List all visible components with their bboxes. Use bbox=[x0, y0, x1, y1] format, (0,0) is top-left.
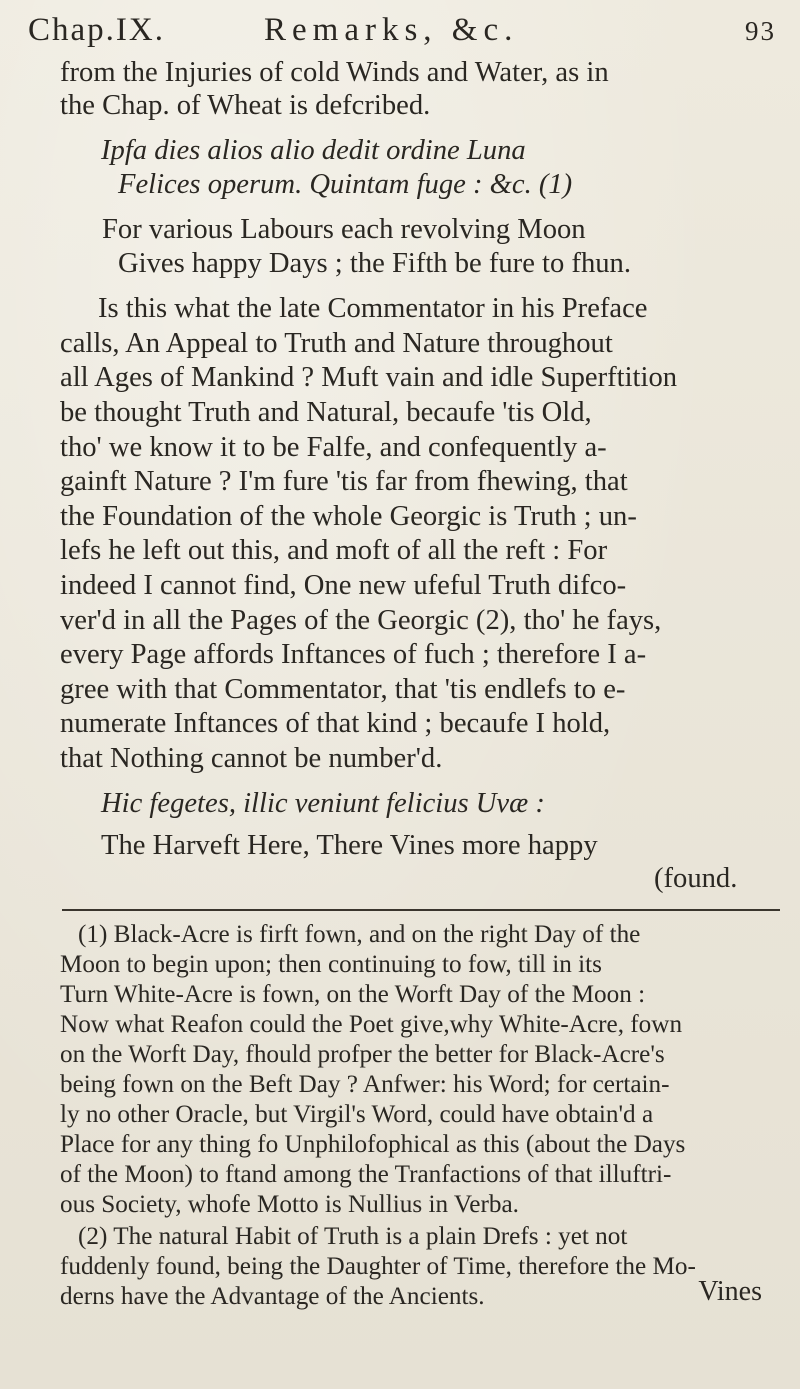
chapter-heading: Chap.IX. bbox=[28, 12, 165, 48]
footnote-line: ous Society, whofe Motto is Nullius in Verba. bbox=[60, 1191, 519, 1218]
body-line: all Ages of Mankind ? Muft vain and idle Superftition bbox=[60, 362, 678, 393]
body-line: be thought Truth and Natural, becaufe 'tis Old, bbox=[60, 397, 592, 428]
body-line: Is this what the late Commentator in his Preface bbox=[98, 293, 648, 324]
body-line: indeed I cannot find, One new ufeful Truth difco- bbox=[60, 570, 627, 601]
body-line: the Chap. of Wheat is defcribed. bbox=[60, 90, 431, 121]
footnote-line: Moon to begin upon; then continuing to fow, till in its bbox=[60, 951, 602, 978]
running-title: Remarks, &c. bbox=[264, 12, 519, 48]
body-line: calls, An Appeal to Truth and Nature throughout bbox=[60, 328, 613, 359]
body-line: lefs he left out this, and moft of all the reft : For bbox=[60, 535, 608, 566]
page-number: 93 bbox=[745, 16, 776, 46]
body-line: tho' we know it to be Falfe, and confequently a- bbox=[60, 432, 607, 463]
footnote-line: (1) Black-Acre is firft fown, and on the right Day of the bbox=[78, 921, 641, 948]
body-line: gree with that Commentator, that 'tis endlefs to e- bbox=[60, 674, 626, 705]
footnote-line: Turn White-Acre is fown, on the Worft Day of the Moon : bbox=[60, 981, 646, 1008]
latin-verse-line: Felices operum. Quintam fuge : &c. (1) bbox=[118, 169, 573, 200]
body-line: the Foundation of the whole Georgic is Truth ; un- bbox=[60, 501, 637, 532]
footnote-line: Place for any thing fo Unphilofophical as this (about the Days bbox=[60, 1131, 686, 1158]
footnote-line: Now what Reafon could the Poet give,why White-Acre, fown bbox=[60, 1011, 683, 1038]
english-verse-turnover: (found. bbox=[654, 863, 738, 894]
body-line: ver'd in all the Pages of the Georgic (2), tho' he fays, bbox=[60, 605, 662, 636]
latin-verse-line: Ipfa dies alios alio dedit ordine Luna bbox=[101, 135, 526, 166]
latin-verse-line: Hic fegetes, illic veniunt felicius Uvæ : bbox=[101, 788, 545, 819]
footnote-line: derns have the Advantage of the Ancients. bbox=[60, 1283, 485, 1310]
english-verse-line: Gives happy Days ; the Fifth be fure to fhun. bbox=[118, 248, 631, 279]
body-line: from the Injuries of cold Winds and Water, as in bbox=[60, 57, 609, 88]
body-line: every Page affords Inftances of fuch ; therefore I a- bbox=[60, 639, 647, 670]
footnote-line: of the Moon) to ftand among the Tranfactions of that illuftri- bbox=[60, 1161, 672, 1188]
footnote-line: on the Worft Day, fhould profper the better for Black-Acre's bbox=[60, 1041, 665, 1068]
footnote-line: (2) The natural Habit of Truth is a plain Drefs : yet not bbox=[78, 1223, 628, 1250]
footnote-line: ly no other Oracle, but Virgil's Word, could have obtain'd a bbox=[60, 1101, 654, 1128]
footnote-line: being fown on the Beft Day ? Anfwer: his Word; for certain- bbox=[60, 1071, 670, 1098]
english-verse-line: For various Labours each revolving Moon bbox=[102, 214, 586, 245]
footnote-line: fuddenly found, being the Daughter of Time, therefore the Mo- bbox=[60, 1253, 696, 1280]
english-verse-line: The Harveft Here, There Vines more happy bbox=[101, 830, 598, 861]
body-line: numerate Inftances of that kind ; becaufe I hold, bbox=[60, 708, 611, 739]
body-line: that Nothing cannot be number'd. bbox=[60, 743, 443, 774]
body-line: gainft Nature ? I'm fure 'tis far from fhewing, that bbox=[60, 466, 628, 497]
catchword: Vines bbox=[698, 1276, 762, 1307]
